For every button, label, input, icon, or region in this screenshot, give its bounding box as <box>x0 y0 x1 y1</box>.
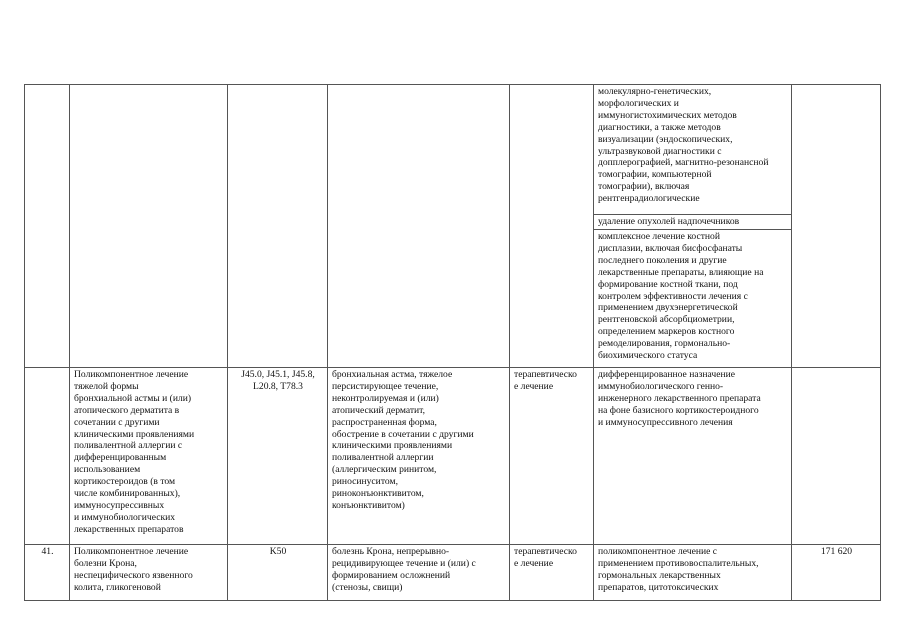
cell-text-line: K50 <box>269 546 287 557</box>
icd-code-cell <box>228 545 328 601</box>
patient-model-cell <box>328 368 510 545</box>
treatment-method-cell <box>594 85 792 215</box>
cell-text-line: бронхиальная астма, тяжелое <box>332 369 453 380</box>
cell-text-line: атопического дерматита в <box>74 404 180 416</box>
cell-text-line: L20.8, T78.3 <box>253 380 303 392</box>
patient-model-cell <box>328 545 510 601</box>
cell-text-line: молекулярно-генетических, <box>598 86 712 97</box>
cell-text-line: дифференцированное назначение <box>598 369 736 380</box>
cell-text-line: и иммуносупрессивного лечения <box>598 416 733 428</box>
price-cell <box>792 85 881 368</box>
group-name-cell <box>70 545 228 601</box>
cell-text-line: применением двухэнергетической <box>598 302 738 314</box>
cell-text-line: визуализации (эндоскопических, <box>598 133 733 145</box>
cell-text-line: терапевтическо <box>514 546 577 557</box>
cell-text-line: и иммунобиологических <box>74 511 176 523</box>
table-row <box>25 545 881 601</box>
cell-text-line: на фоне базисного кортикостероидного <box>598 404 759 416</box>
cell-text-line: терапевтическо <box>514 369 577 380</box>
cell-text-line: рентгенрадиологические <box>598 193 700 205</box>
cell-text-line: клиническими проявлениями <box>74 428 195 440</box>
cell-text-line: числе комбинированных), <box>74 488 181 500</box>
cell-text-line: клиническими проявлениями <box>332 440 453 452</box>
cell-text-line: неспецифического язвенного <box>74 569 193 581</box>
cell-text-line: е лечение <box>514 557 554 569</box>
cell-text-line: дифференцированным <box>74 452 167 464</box>
table-row <box>25 368 881 545</box>
cell-text-line: диагностики, а также методов <box>598 121 721 133</box>
cell-text-line: иммуногистохимических методов <box>598 109 737 121</box>
row-number-cell: 41. <box>25 545 70 601</box>
icd-code-cell <box>228 368 328 545</box>
cell-text-line: тяжелой формы <box>74 380 139 392</box>
cell-text-line: неконтролируемая и (или) <box>332 392 439 404</box>
cell-text-line: Поликомпонентное лечение <box>74 369 189 380</box>
price-cell: 171 620 <box>792 545 881 601</box>
cell-text-line: ультразвуковой диагностики с <box>598 145 722 157</box>
cell-text-line: болезнь Крона, непрерывно- <box>332 546 450 557</box>
cell-text-line: риносинуситом, <box>332 476 398 488</box>
cell-text-line: томографии, компьютерной <box>598 169 712 181</box>
treatment-type-cell <box>510 368 594 545</box>
row-number-cell <box>25 85 70 368</box>
cell-text-line: распространенная форма, <box>332 416 437 428</box>
cell-text-line: биохимического статуса <box>598 350 698 362</box>
cell-text-line: дисплазии, включая бисфосфанаты <box>598 242 743 254</box>
cell-text-line: определением маркеров костного <box>598 326 735 338</box>
cell-text-line: рецидивирующее течение и (или) с <box>332 557 476 569</box>
cell-text-line: использованием <box>74 464 141 476</box>
group-name-cell <box>70 368 228 545</box>
cell-text-line: J45.0, J45.1, J45.8, <box>241 369 315 380</box>
cell-text-line: допплерографией, магнитно-резонансной <box>598 157 769 169</box>
cell-text-line: обострение в сочетании с другими <box>332 428 474 440</box>
cell-text-line: поливалентной аллергии <box>332 452 434 464</box>
cell-text-line: применением противовоспалительных, <box>598 557 759 569</box>
group-name-cell <box>70 85 228 368</box>
cell-text-line: лекарственные препараты, влияющие на <box>598 266 764 278</box>
table-row <box>25 85 881 215</box>
cell-text-line: контролем эффективности лечения с <box>598 290 748 302</box>
cell-text-line: иммуносупрессивных <box>74 499 165 511</box>
cell-text-line: последнего поколения и другие <box>598 254 727 266</box>
treatment-type-cell <box>510 85 594 368</box>
cell-text-line: е лечение <box>514 380 554 392</box>
row-number-cell <box>25 368 70 545</box>
cell-text-line: комплексное лечение костной <box>598 231 720 242</box>
patient-model-cell <box>328 85 510 368</box>
cell-text-line: конъюнктивитом) <box>332 499 405 511</box>
cell-text-line: удаление опухолей надпочечников <box>598 216 740 227</box>
treatment-method-cell <box>594 215 792 230</box>
cell-text-line: поливалентной аллергии с <box>74 440 183 452</box>
cell-text-line: морфологических и <box>598 97 679 109</box>
treatment-method-cell <box>594 230 792 368</box>
cell-text-line: атопический дерматит, <box>332 404 426 416</box>
cell-text-line: гормональных лекарственных <box>598 569 721 581</box>
cell-text-line: препаратов, цитотоксических <box>598 581 719 593</box>
treatment-type-cell <box>510 545 594 601</box>
treatment-method-cell <box>594 368 792 545</box>
cell-text-line: Поликомпонентное лечение <box>74 546 189 557</box>
cell-text-line: (аллергическим ринитом, <box>332 464 437 476</box>
cell-text-line: рентгеновской абсорбциометрии, <box>598 314 735 326</box>
price-cell <box>792 368 881 545</box>
cell-text-line: инженерного лекарственного препарата <box>598 392 761 404</box>
cell-text-line: (стенозы, свищи) <box>332 581 403 593</box>
medical-care-table <box>24 84 881 601</box>
treatment-method-cell <box>594 545 792 601</box>
cell-text-line: риноконъюнктивитом, <box>332 488 424 500</box>
icd-code-cell <box>228 85 328 368</box>
cell-text-line: персистирующее течение, <box>332 380 439 392</box>
cell-text-line: бронхиальной астмы и (или) <box>74 392 192 404</box>
cell-text-line: формирование костной ткани, под <box>598 278 738 290</box>
cell-text-line: сочетании с другими <box>74 416 160 428</box>
cell-text-line: томографии), включая <box>598 181 690 193</box>
cell-text-line: поликомпонентное лечение с <box>598 546 718 557</box>
cell-text-line: кортикостероидов (в том <box>74 476 176 488</box>
cell-text-line: формированием осложнений <box>332 569 451 581</box>
cell-text-line: ремоделирования, гормонально- <box>598 338 731 350</box>
cell-text-line: болезни Крона, <box>74 557 137 569</box>
cell-text-line: колита, гликогеновой <box>74 581 161 593</box>
cell-text-line: иммунобиологического генно- <box>598 380 724 392</box>
cell-text-line: лекарственных препаратов <box>74 523 184 535</box>
